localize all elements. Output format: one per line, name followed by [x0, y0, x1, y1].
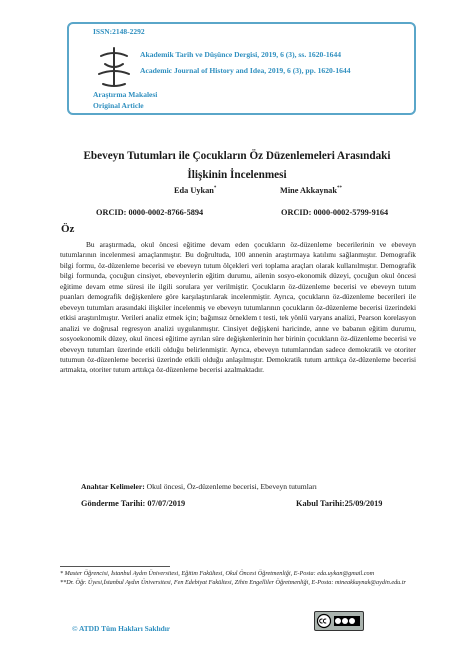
- creative-commons-badge-icon: [314, 611, 364, 631]
- footnote-2: **Dr. Öğr. Üyesi,İstanbul Aydın Üniversitesi, Fen Edebiyat Fakültesi, Zihin Engelliler Öğretmenliği, E-Posta: mineakkaynak@aydin.edu.tr: [60, 578, 406, 586]
- author-2-name: Mine Akkaynak: [280, 186, 337, 195]
- copyright-notice: © ATDD Tüm Hakları Saklıdır: [72, 624, 171, 633]
- article-type-en: Original Article: [93, 101, 144, 110]
- article-type-tr: Araştırma Makalesi: [93, 90, 158, 99]
- article-title-line2: İlişkinin İncelenmesi: [187, 169, 287, 181]
- keywords-text: Okul öncesi, Öz-düzenleme becerisi, Ebeveyn tutumları: [144, 482, 317, 491]
- footnote-divider: [60, 566, 170, 567]
- author-1-mark: *: [213, 186, 217, 192]
- journal-logo-icon: [93, 46, 135, 90]
- issn-label: ISSN:2148-2292: [93, 27, 145, 36]
- abstract-heading: Öz: [61, 223, 75, 235]
- abstract-body: [60, 240, 416, 376]
- author-2-orcid: ORCID: 0000-0002-5799-9164: [281, 208, 389, 217]
- footnotes: [60, 570, 420, 587]
- submission-date: Gönderme Tarihi: 07/07/2019: [81, 499, 186, 508]
- abstract-text: Bu araştırmada, okul öncesi eğitime devam eden çocukların öz-düzenleme becerilerinin ve ebeveyn tutumlarının incelenmesi amaçlanmıştır. Bu doğrultuda, 100 annenin araştırmaya katılımı sağlanmıştır. Demografik bilgi formu, öz-düzenleme becerisi ve ebeveyn tutum ölçekleri veri toplama araçları olarak kullanılmıştır. Demografik bilgi formunda, çocuğun cinsiyet, ebeveynlerin eğitim durumu, ailenin sosyo-ekonomik düzeyi, çocuğun okul öncesi eğitime devam etme süresi ile ilgili sorulara yer verilmiştir. Çocukların öz-düzenleme becerisi ve ebeveyn tutum puanları demografik değişkenlere göre karşılaştırılarak incelenmiştir. Ayrıca, çocukların öz-düzenleme becerileri ile ebeveyn tutumları arasındaki ilişkiler incelenmiş ve ebeveyn tutumlarının çocukların öz-düzenleme becerisi üzerindeki etkisi araştırılmıştır. Verileri analiz etmek için; bağımsız örneklem t testi, tek yönlü varyans analizi, Pearson korelasyon analizi ve doğrusal regresyon analizi uygulanmıştır. Cinsiyet değişkeni haricinde, anne ve babanın eğitim durumu, sosyoekonomik düzey, okul öncesi eğitime ayrılan süre değişkenlerinin her birinin çocukların öz-düzenleme becerisi ve ebeveyn tutumları üzerinde etkili olduğu belirlenmiştir. Ayrıca, ebeveyn tutumlarından sadece demokratik ve otoriter tutumun öz-düzenleme becerisi üzerinde etkili olduğu anlaşılmıştır. Demokratik tutum arttıkça öz-düzenleme becerisi artmakta, otoriter tutum arttıkça öz-düzenleme becerisi azalmaktadır.: [60, 240, 416, 375]
- keywords: [81, 482, 317, 491]
- article-title-line1: Ebeveyn Tutumları ile Çocukların Öz Düzenlemeleri Arasındaki: [83, 150, 391, 162]
- keywords-label: Anahtar Kelimeler:: [81, 482, 145, 491]
- author-2-mark: **: [336, 186, 342, 192]
- journal-citation-en: Academic Journal of History and Idea, 2019, 6 (3), pp. 1620-1644: [140, 66, 351, 75]
- author-1: [174, 186, 216, 195]
- author-1-orcid: ORCID: 0000-0002-8766-5894: [96, 208, 204, 217]
- author-2: [280, 186, 342, 195]
- acceptance-date: Kabul Tarihi:25/09/2019: [296, 499, 383, 508]
- journal-citation-tr: Akademik Tarih ve Düşünce Dergisi, 2019, 6 (3), ss. 1620-1644: [140, 50, 342, 59]
- author-1-name: Eda Uykan: [174, 186, 214, 195]
- footnote-1: * Master Öğrencisi, İstanbul Aydın Üniversitesi, Eğitim Fakültesi, Okul Öncesi Öğretmenliği, E-Posta: eda.uykan@gmail.com: [60, 570, 375, 577]
